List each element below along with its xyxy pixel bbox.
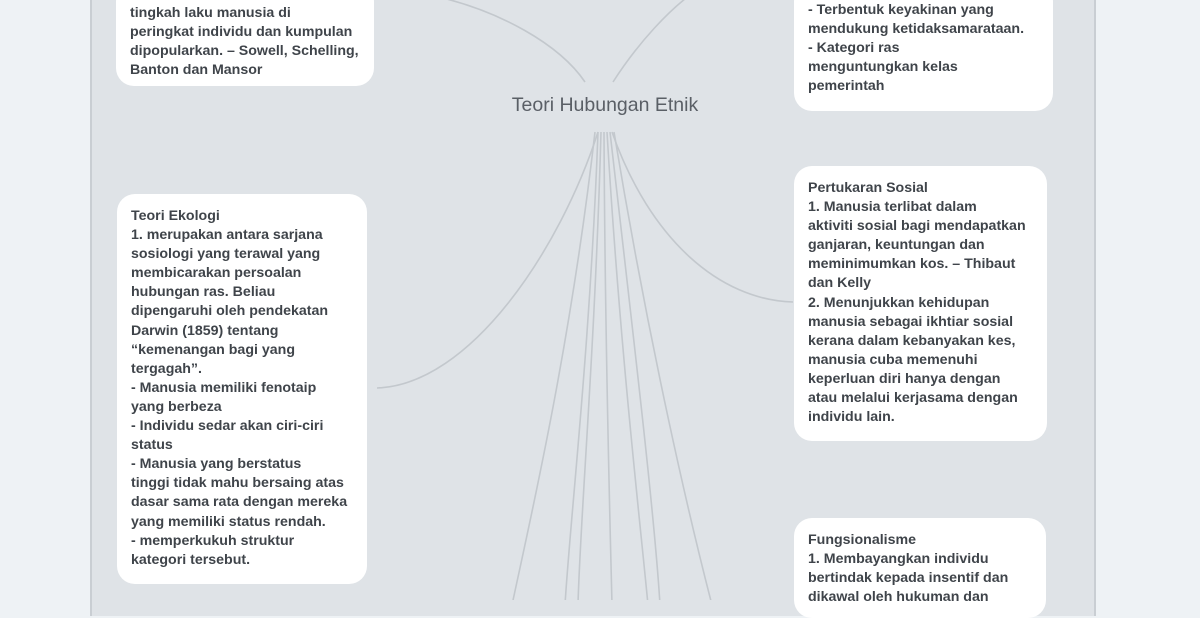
node-line: sosiologi yang terawal yang: [131, 246, 321, 263]
node-line: meminimumkan kos. – Thibaut: [808, 256, 1016, 273]
node-line: dikawal oleh hukuman dan: [808, 589, 989, 606]
node-line: peringkat individu dan kumpulan: [130, 24, 353, 41]
node-line: - Manusia yang berstatus: [131, 456, 302, 473]
node-line: ganjaran, keuntungan dan: [808, 237, 985, 254]
node-line: - Manusia memiliki fenotaip: [131, 379, 317, 396]
node-title: Pertukaran Sosial: [808, 180, 928, 196]
node-line: individu lain.: [808, 409, 895, 426]
link-top-left: [430, 0, 585, 82]
node-line: keperluan diri hanya dengan: [808, 370, 1001, 387]
link-ekologi: [377, 132, 598, 388]
node-line: Darwin (1859) tentang: [131, 322, 279, 339]
node-line: Banton dan Mansor: [130, 62, 263, 79]
link-bottom-6: [610, 132, 660, 600]
node-fungsionalisme[interactable]: [794, 518, 1046, 618]
node-line: aktiviti sosial bagi mendapatkan: [808, 218, 1026, 235]
node-line: atau melalui kerjasama dengan: [808, 390, 1018, 407]
node-line: “kemenangan bagi yang: [131, 341, 295, 358]
node-line: kategori tersebut.: [131, 551, 251, 568]
node-top-right[interactable]: [794, 0, 1053, 111]
node-line: pemerintah: [808, 78, 885, 95]
node-line: - Individu sedar akan ciri-ciri: [131, 418, 324, 435]
node-line: 2. Menunjukkan kehidupan: [808, 294, 990, 311]
node-title: Teori Ekologi: [131, 208, 220, 224]
node-line: dipopularkan. – Sowell, Schelling,: [130, 43, 359, 60]
node-line: membicarakan persoalan: [131, 265, 302, 282]
node-line: hubungan ras. Beliau: [131, 284, 276, 301]
node-top-left[interactable]: [116, 0, 374, 86]
node-line: manusia sebagai ikhtiar sosial: [808, 313, 1014, 330]
node-line: dan Kelly: [808, 275, 872, 292]
link-bottom-3: [578, 132, 601, 600]
node-line: tingkah laku manusia di: [130, 5, 291, 21]
node-line: dasar sama rata dengan mereka: [131, 494, 348, 511]
node-line: mendukung ketidaksamarataan.: [808, 21, 1025, 38]
node-line: yang memiliki status rendah.: [131, 513, 326, 530]
node-line: - Terbentuk keyakinan yang: [808, 2, 994, 18]
node-line: 1. merupakan antara sarjana: [131, 227, 323, 244]
node-line: manusia cuba memenuhi: [808, 351, 978, 368]
node-line: menguntungkan kelas: [808, 59, 958, 76]
node-line: tinggi tidak mahu bersaing atas: [131, 475, 344, 492]
node-teori-ekologi[interactable]: [117, 194, 367, 584]
link-bottom-5: [607, 132, 648, 600]
node-line: - memperkukuh struktur: [131, 532, 295, 549]
node-line: status: [131, 437, 173, 454]
link-fungsionalisme: [614, 132, 712, 600]
node-title: Fungsionalisme: [808, 532, 916, 548]
node-line: tergagah”.: [131, 360, 202, 377]
node-line: - Kategori ras: [808, 40, 900, 57]
node-pertukaran-sosial[interactable]: [794, 166, 1047, 441]
link-bottom-1: [512, 132, 595, 600]
node-line: 1. Membayangkan individu: [808, 551, 989, 568]
node-line: kerana dalam kebanyakan kes,: [808, 332, 1016, 349]
link-top-right: [613, 0, 690, 82]
node-line: bertindak kepada insentif dan: [808, 570, 1009, 587]
node-line: yang berbeza: [131, 398, 222, 415]
node-line: 1. Manusia terlibat dalam: [808, 199, 977, 216]
root-node[interactable]: Teori Hubungan Etnik: [511, 94, 699, 116]
node-line: dipengaruhi oleh pendekatan: [131, 303, 329, 320]
